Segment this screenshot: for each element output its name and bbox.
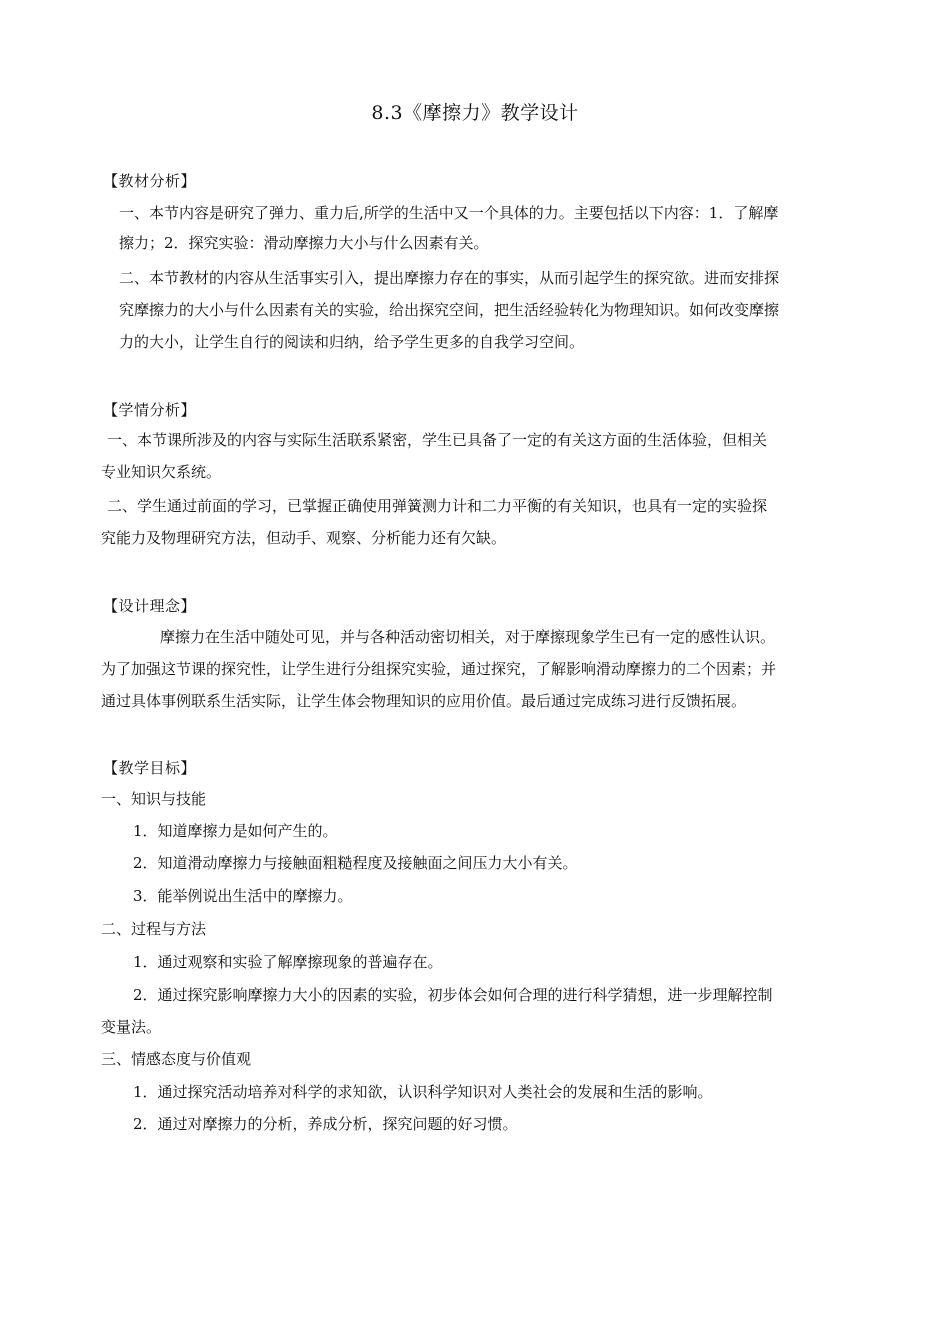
- paragraph-line: 力的大小，让学生自行的阅读和归纳，给予学生更多的自我学习空间。: [119, 333, 585, 351]
- list-item: 1．通过观察和实验了解摩擦现象的普遍存在。: [133, 953, 443, 971]
- subheading-emotion: 三、情感态度与价值观: [101, 1050, 252, 1068]
- paragraph-line: 为了加强这节课的探究性，让学生进行分组探究实验，通过探究，了解影响滑动摩擦力的二个因素；并: [101, 660, 777, 678]
- section-heading-goals: 【教学目标】: [103, 759, 197, 777]
- paragraph-line: 究能力及物理研究方法，但动手、观察、分析能力还有欠缺。: [101, 529, 507, 547]
- paragraph-line: 通过具体事例联系生活实际，让学生体会物理知识的应用价值。最后通过完成练习进行反馈拓展。: [101, 692, 747, 710]
- list-item: 3．能举例说出生活中的摩擦力。: [133, 887, 353, 905]
- section-heading-textbook: 【教材分析】: [103, 172, 197, 190]
- list-item: 2．通过对摩擦力的分析，养成分析，探究问题的好习惯。: [133, 1115, 518, 1133]
- paragraph-line: 擦力；2．探究实验：滑动摩擦力大小与什么因素有关。: [119, 234, 489, 252]
- list-item: 2．知道滑动摩擦力与接触面粗糙程度及接触面之间压力大小有关。: [133, 854, 578, 872]
- section-heading-concept: 【设计理念】: [103, 597, 197, 615]
- page-title: 8.3《摩擦力》教学设计: [371, 102, 579, 124]
- paragraph-line: 一、本节课所涉及的内容与实际生活联系紧密，学生已具备了一定的有关这方面的生活体验，但相关: [107, 431, 768, 449]
- paragraph-line: 一、本节内容是研究了弹力、重力后,所学的生活中又一个具体的力。主要包括以下内容：1．了解摩: [119, 204, 779, 222]
- subheading-process: 二、过程与方法: [101, 920, 207, 938]
- list-item: 变量法。: [101, 1018, 162, 1036]
- paragraph-line: 二、本节教材的内容从生活事实引入，提出摩擦力存在的事实，从而引起学生的探究欲。进而安排探: [119, 269, 780, 287]
- subheading-knowledge: 一、知识与技能: [101, 790, 207, 808]
- paragraph-line: 专业知识欠系统。: [101, 463, 222, 481]
- list-item: 1．通过探究活动培养对科学的求知欲，认识科学知识对人类社会的发展和生活的影响。: [133, 1083, 713, 1101]
- list-item: 1．知道摩擦力是如何产生的。: [133, 822, 338, 840]
- paragraph-line: 摩擦力在生活中随处可见，并与各种活动密切相关，对于摩擦现象学生已有一定的感性认识。: [160, 628, 776, 646]
- list-item: 2．通过探究影响摩擦力大小的因素的实验，初步体会如何合理的进行科学猜想，进一步理解控制: [133, 986, 773, 1004]
- section-heading-students: 【学情分析】: [103, 401, 197, 419]
- paragraph-line: 究摩擦力的大小与什么因素有关的实验，给出探究空间，把生活经验转化为物理知识。如何改变摩擦: [119, 301, 780, 319]
- paragraph-line: 二、学生通过前面的学习，已掌握正确使用弹簧测力计和二力平衡的有关知识，也具有一定的实验探: [107, 497, 768, 515]
